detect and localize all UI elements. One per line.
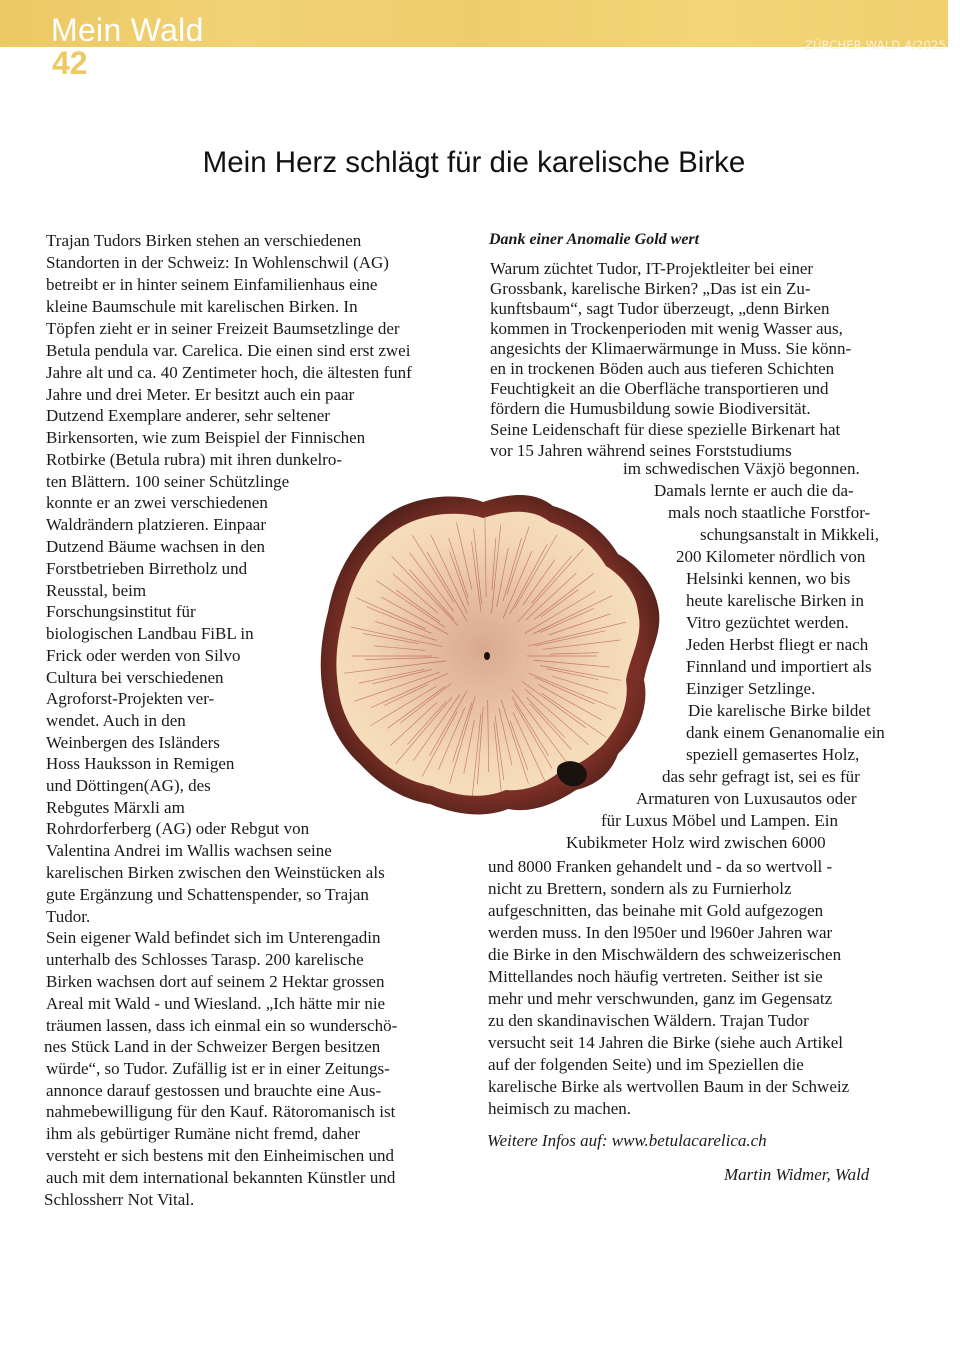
text-line: nicht zu Brettern, sondern als zu Furnierholz xyxy=(488,879,792,898)
text-line: betreibt er in hinter seinem Einfamilienhaus eine xyxy=(46,275,378,294)
text-line: versteht er sich bestens mit den Einheimischen und xyxy=(46,1146,394,1165)
text-line: Sein eigener Wald befindet sich im Unterengadin xyxy=(46,928,381,947)
text-line: Grossbank, karelische Birken? „Das ist ein Zu- xyxy=(490,279,811,298)
text-line: aufgeschnitten, das beinahe mit Gold aufgezogen xyxy=(488,901,824,920)
text-line: Trajan Tudors Birken stehen an verschiedenen xyxy=(46,231,362,250)
text-line: das sehr gefragt ist, sei es für xyxy=(662,767,860,786)
text-line: würde“, so Tudor. Zufällig ist er in einer Zeitungs- xyxy=(46,1059,390,1078)
author-byline: Martin Widmer, Wald xyxy=(724,1165,870,1184)
text-line: Forschungsinstitut für xyxy=(46,602,196,621)
pith xyxy=(484,652,490,660)
text-line: Seine Leidenschaft für diese spezielle Birkenart hat xyxy=(490,420,841,439)
text-line: mehr und mehr verschwunden, ganz im Gegensatz xyxy=(488,989,833,1008)
text-line: die Birke in den Mischwäldern des schweizerischen xyxy=(488,945,842,964)
text-line: auf der folgenden Seite) und im Speziellen die xyxy=(488,1055,804,1074)
text-line: vor 15 Jahren während seines Forststudiums xyxy=(490,441,792,460)
page-number: 42 xyxy=(52,45,88,81)
text-line: kommen in Trockenperioden mit wenig Wasser aus, xyxy=(490,319,843,338)
text-line: schungsanstalt in Mikkeli, xyxy=(700,525,879,544)
text-line: für Luxus Möbel und Lampen. Ein xyxy=(601,811,839,830)
text-line: Warum züchtet Tudor, IT-Projektleiter bei einer xyxy=(490,259,814,278)
text-line: ten Blättern. 100 seiner Schützlinge xyxy=(46,472,290,491)
text-line: wendet. Auch in den xyxy=(46,711,186,730)
text-line: annonce darauf gestossen und brauchte eine Aus- xyxy=(46,1081,382,1100)
text-line: Rebgutes Märxli am xyxy=(46,798,185,817)
article-title: Mein Herz schlägt für die karelische Birke xyxy=(202,146,746,179)
text-line: heute karelische Birken in xyxy=(686,591,864,610)
text-line: Agroforst-Projekten ver- xyxy=(46,689,215,708)
text-line: Frick oder werden von Silvo xyxy=(46,646,241,665)
text-line: nes Stück Land in der Schweizer Bergen besitzen xyxy=(44,1037,381,1056)
text-line: Helsinki kennen, wo bis xyxy=(686,569,851,588)
text-line: Die karelische Birke bildet xyxy=(688,701,871,720)
text-line: mals noch staatliche Forstfor- xyxy=(668,503,871,522)
text-line: Jahre alt und ca. 40 Zentimeter hoch, die ältesten funf xyxy=(46,363,412,382)
issue-label: ZÜRCHER WALD 4/2025 xyxy=(804,38,946,52)
text-line: versucht seit 14 Jahren die Birke (siehe auch Artikel xyxy=(488,1033,843,1052)
text-line: kleine Baumschule mit karelischen Birken. In xyxy=(46,297,358,316)
text-line: Rohrdorferberg (AG) oder Rebgut von xyxy=(46,819,310,838)
text-line: karelischen Birken zwischen den Weinstücken als xyxy=(46,863,385,882)
text-line: Cultura bei verschiedenen xyxy=(46,668,224,687)
text-line: Rotbirke (Betula rubra) mit ihren dunkelro- xyxy=(46,450,342,469)
text-line: und 8000 Franken gehandelt und - da so wertvoll - xyxy=(488,857,833,876)
text-line: Kubikmeter Holz wird zwischen 6000 xyxy=(566,833,826,852)
text-line: träumen lassen, dass ich einmal ein so wunderschö- xyxy=(46,1016,398,1035)
text-line: speziell gemasertes Holz, xyxy=(686,745,860,764)
text-line: Hoss Hauksson in Remigen xyxy=(46,754,235,773)
text-line: Schlossherr Not Vital. xyxy=(44,1190,195,1209)
text-line: biologischen Landbau FiBL in xyxy=(46,624,254,643)
text-line: Birkensorten, wie zum Beispiel der Finnischen xyxy=(46,428,366,447)
text-line: werden muss. In den l950er und l960er Jahren war xyxy=(488,923,833,942)
text-line: auch mit dem international bekannten Künstler und xyxy=(46,1168,396,1187)
text-line: Vitro gezüchtet werden. xyxy=(686,613,849,632)
text-line: zu den skandinavischen Wäldern. Trajan Tudor xyxy=(488,1011,809,1030)
text-line: Valentina Andrei im Wallis wachsen seine xyxy=(46,841,332,860)
text-line: unterhalb des Schlosses Tarasp. 200 karelische xyxy=(46,950,364,969)
text-line: heimisch zu machen. xyxy=(488,1099,632,1118)
text-line: Feuchtigkeit an die Oberfläche transportieren und xyxy=(490,379,829,398)
text-line: konnte er an zwei verschiedenen xyxy=(46,493,268,512)
text-line: Mittellandes noch häufig vertreten. Seither ist sie xyxy=(488,967,823,986)
text-line: Dutzend Bäume wachsen in den xyxy=(46,537,266,556)
text-line: Weinbergen des Isländers xyxy=(46,733,220,752)
text-line: Armaturen von Luxusautos oder xyxy=(636,789,857,808)
text-line: dank einem Genanomalie ein xyxy=(686,723,885,742)
text-line: Damals lernte er auch die da- xyxy=(654,481,854,500)
text-line: en in trockenen Böden auch aus tieferen Schichten xyxy=(490,359,835,378)
more-info-link[interactable]: Weitere Infos auf: www.betulacarelica.ch xyxy=(487,1131,767,1150)
text-line: nahmebewilligung für den Kauf. Rätoromanisch ist xyxy=(46,1102,396,1121)
text-line: ihm als gebürtiger Rumäne nicht fremd, daher xyxy=(46,1124,360,1143)
text-line: Jeden Herbst fliegt er nach xyxy=(686,635,869,654)
text-line: gute Ergänzung und Schattenspender, so Trajan xyxy=(46,885,369,904)
text-line: Standorten in der Schweiz: In Wohlenschwil (AG) xyxy=(46,253,389,272)
text-line: Einziger Setzlinge. xyxy=(686,679,816,698)
text-line: Finnland und importiert als xyxy=(686,657,872,676)
text-line: Betula pendula var. Carelica. Die einen sind erst zwei xyxy=(46,341,411,360)
text-line: im schwedischen Växjö begonnen. xyxy=(623,459,860,478)
text-line: Birken wachsen dort auf seinem 2 Hektar grossen xyxy=(46,972,385,991)
text-line: kunftsbaum“, sagt Tudor überzeugt, „denn Birken xyxy=(490,299,830,318)
birch-cross-section-image xyxy=(318,484,664,824)
right-subhead: Dank einer Anomalie Gold wert xyxy=(489,231,700,248)
text-line: Reusstal, beim xyxy=(46,581,147,600)
text-line: fördern die Humusbildung sowie Biodiversität. xyxy=(490,399,811,418)
text-line: Dutzend Exemplare anderer, sehr seltener xyxy=(46,406,330,425)
text-line: Areal mit Wald - und Wiesland. „Ich hätte mir nie xyxy=(46,994,386,1013)
text-line: Töpfen zieht er in seiner Freizeit Baumsetzlinge der xyxy=(46,319,400,338)
text-line: und Döttingen(AG), des xyxy=(46,776,211,795)
text-line: Waldrändern platzieren. Einpaar xyxy=(46,515,266,534)
text-line: angesichts der Klimaerwärmunge in Muss. Sie könn- xyxy=(490,339,852,358)
text-line: 200 Kilometer nördlich von xyxy=(676,547,866,566)
text-line: Jahre und drei Meter. Er besitzt auch ein paar xyxy=(46,385,355,404)
text-line: Tudor. xyxy=(46,907,91,926)
text-line: Forstbetrieben Birretholz und xyxy=(46,559,248,578)
text-line: karelische Birke als wertvollen Baum in der Schweiz xyxy=(488,1077,850,1096)
section-label: Mein Wald xyxy=(51,12,204,48)
